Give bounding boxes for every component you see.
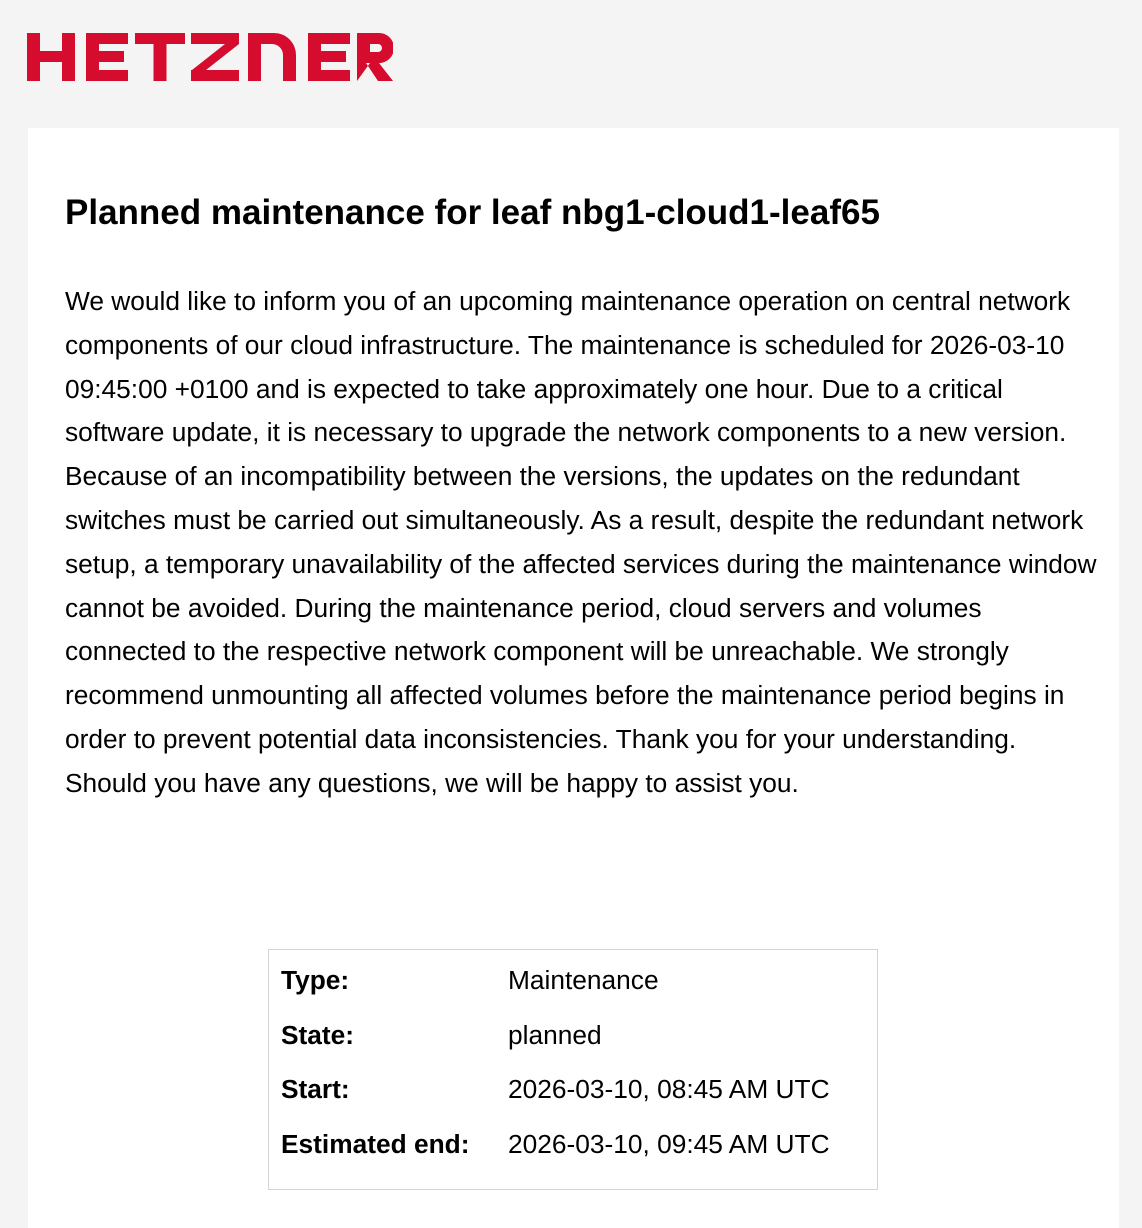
details-value: planned xyxy=(508,1020,602,1050)
hetzner-logo xyxy=(27,33,393,81)
hetzner-logo-wordmark xyxy=(27,33,393,81)
details-label: Start: xyxy=(281,1074,350,1104)
details-value: Maintenance xyxy=(508,965,659,995)
notice-title: Planned maintenance for leaf nbg1-cloud1-leaf65 xyxy=(65,193,880,232)
details-value: 2026-03-10, 09:45 AM UTC xyxy=(508,1129,830,1159)
details-value: 2026-03-10, 08:45 AM UTC xyxy=(508,1074,830,1104)
details-label: Estimated end: xyxy=(281,1129,470,1159)
notification-card xyxy=(28,128,1119,1228)
details-label: State: xyxy=(281,1020,355,1050)
details-label: Type: xyxy=(281,965,350,995)
maintenance-details-table xyxy=(268,949,878,1190)
notice-body: We would like to inform you of an upcoming maintenance operation on central network components of our cloud infrastructure. The maintenance is scheduled for 2026-03-10 09:45:00 +0100 and is expected to take approximately one hour. Due to a critical software update, it is necessary to upgrade the network components to a new version. Because of an incompatibility between the versions, the updates on the redundant switches must be carried out simultaneously. As a result, despite the redundant network setup, a temporary unavailability of the affected services during the maintenance window cannot be avoided. During the maintenance period, cloud servers and volumes connected to the respective network component will be unreachable. We strongly recommend unmounting all affected volumes before the maintenance period begins in order to prevent potential data inconsistencies. Thank you for your understanding. Should you have any questions, we will be happy to assist you. xyxy=(65,286,1097,798)
